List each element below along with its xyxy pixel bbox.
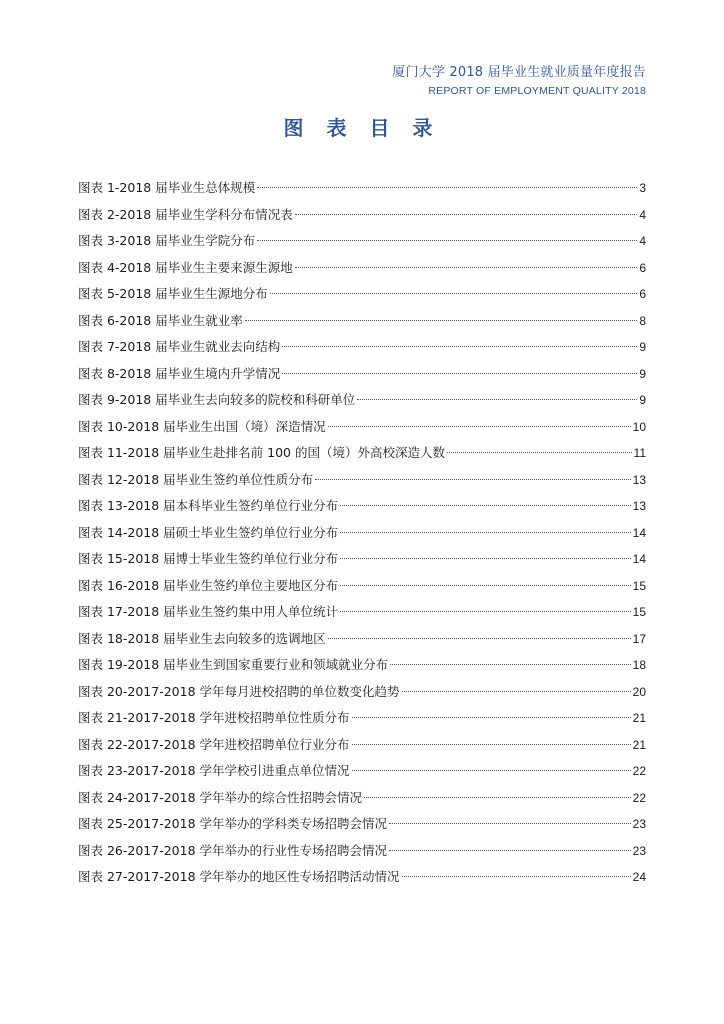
- toc-entry-label: 图表 23-2017-2018 学年学校引进重点单位情况: [78, 763, 350, 778]
- toc-entry-page-number: 11: [633, 446, 646, 460]
- toc-entry[interactable]: [78, 284, 646, 311]
- toc-entry[interactable]: [78, 417, 646, 444]
- toc-entry-page-number: 21: [632, 737, 646, 752]
- toc-entry-page-number: 23: [632, 817, 646, 831]
- toc-entry-page-number: 9: [639, 366, 646, 381]
- toc-entry-label: 图表 18-2018 届毕业生去向较多的选调地区: [78, 630, 326, 646]
- toc-entry-page-number: 4: [639, 234, 646, 248]
- toc-dot-leader: [295, 214, 638, 215]
- toc-entry-label: 图表 4-2018 届毕业生主要来源生源地: [78, 259, 293, 275]
- toc-dot-leader: [402, 876, 631, 877]
- toc-dot-leader: [282, 346, 637, 347]
- toc-entry-label: 图表 2-2018 届毕业生学科分布情况表: [78, 206, 293, 222]
- toc-entry-label: 图表 10-2018 届毕业生出国（境）深造情况: [78, 418, 326, 434]
- toc-entry-page-number: 6: [639, 260, 646, 275]
- toc-entry-page-number: 13: [632, 472, 646, 487]
- figure-table-of-contents: [78, 178, 646, 894]
- toc-dot-leader: [352, 770, 631, 771]
- toc-entry[interactable]: [78, 655, 646, 682]
- toc-entry[interactable]: [78, 390, 646, 417]
- toc-dot-leader: [295, 267, 638, 268]
- toc-entry-label: 图表 6-2018 届毕业生就业率: [78, 312, 243, 328]
- toc-entry[interactable]: [78, 258, 646, 285]
- toc-entry-label: 图表 19-2018 届毕业生到国家重要行业和领域就业分布: [78, 657, 389, 672]
- toc-dot-leader: [315, 479, 630, 480]
- toc-dot-leader: [352, 717, 631, 718]
- toc-dot-leader: [357, 399, 637, 400]
- toc-entry-page-number: 24: [632, 870, 646, 884]
- toc-dot-leader: [364, 797, 631, 798]
- toc-entry[interactable]: [78, 205, 646, 232]
- toc-entry[interactable]: [78, 549, 646, 576]
- toc-entry-label: 图表 16-2018 届毕业生签约单位主要地区分布: [78, 577, 339, 593]
- toc-entry-label: 图表 13-2018 届本科毕业生签约单位行业分布: [78, 498, 339, 513]
- toc-entry-label: 图表 15-2018 届博士毕业生签约单位行业分布: [78, 551, 339, 566]
- toc-entry-page-number: 14: [632, 525, 646, 540]
- toc-dot-leader: [340, 585, 630, 586]
- toc-entry-page-number: 18: [632, 658, 646, 672]
- toc-entry-page-number: 8: [639, 313, 646, 328]
- toc-dot-leader: [402, 691, 631, 692]
- toc-entry-label: 图表 24-2017-2018 学年举办的综合性招聘会情况: [78, 789, 362, 805]
- toc-entry[interactable]: [78, 761, 646, 788]
- page-title: 图 表 目 录: [283, 116, 441, 140]
- toc-entry[interactable]: [78, 814, 646, 841]
- toc-entry[interactable]: [78, 867, 646, 894]
- toc-entry-label: 图表 8-2018 届毕业生境内升学情况: [78, 365, 281, 381]
- toc-dot-leader: [328, 426, 631, 427]
- toc-entry-label: 图表 14-2018 届硕士毕业生签约单位行业分布: [78, 524, 339, 540]
- toc-entry-page-number: 21: [632, 711, 646, 725]
- report-header: [392, 64, 646, 98]
- report-header-title: 厦门大学 2018 届毕业生就业质量年度报告: [392, 65, 646, 80]
- toc-entry-label: 图表 1-2018 届毕业生总体规模: [78, 180, 256, 195]
- toc-dot-leader: [328, 638, 631, 639]
- toc-dot-leader: [257, 187, 637, 188]
- toc-entry-label: 图表 26-2017-2018 学年举办的行业性专场招聘会情况: [78, 842, 387, 858]
- toc-entry-page-number: 23: [632, 843, 646, 858]
- toc-dot-leader: [340, 611, 630, 612]
- toc-entry-page-number: 14: [632, 552, 646, 566]
- toc-entry-label: 图表 25-2017-2018 学年举办的学科类专场招聘会情况: [78, 816, 387, 831]
- toc-entry[interactable]: [78, 735, 646, 762]
- toc-dot-leader: [340, 558, 630, 559]
- toc-dot-leader: [390, 664, 630, 665]
- toc-dot-leader: [389, 850, 631, 851]
- toc-entry[interactable]: [78, 841, 646, 868]
- toc-entry[interactable]: [78, 470, 646, 497]
- toc-entry[interactable]: [78, 311, 646, 338]
- toc-entry-page-number: 9: [639, 393, 646, 407]
- toc-dot-leader: [340, 505, 630, 506]
- toc-entry[interactable]: [78, 178, 646, 205]
- toc-dot-leader: [270, 293, 638, 294]
- toc-entry-page-number: 6: [639, 287, 646, 301]
- toc-dot-leader: [352, 744, 631, 745]
- toc-entry[interactable]: [78, 443, 646, 470]
- toc-entry[interactable]: [78, 337, 646, 364]
- toc-entry[interactable]: [78, 788, 646, 815]
- toc-entry-label: 图表 27-2017-2018 学年举办的地区性专场招聘活动情况: [78, 869, 400, 884]
- toc-entry-label: 图表 5-2018 届毕业生生源地分布: [78, 286, 268, 301]
- toc-entry-label: 图表 11-2018 届毕业生赴排名前 100 的国（境）外高校深造人数: [78, 445, 445, 460]
- toc-entry-label: 图表 20-2017-2018 学年每月进校招聘的单位数变化趋势: [78, 683, 400, 699]
- toc-entry-page-number: 15: [632, 605, 646, 619]
- toc-entry-label: 图表 21-2017-2018 学年进校招聘单位性质分布: [78, 710, 350, 725]
- toc-entry[interactable]: [78, 576, 646, 603]
- report-header-subtitle: REPORT OF EMPLOYMENT QUALITY 2018: [428, 85, 646, 97]
- toc-entry-page-number: 22: [632, 790, 646, 805]
- toc-entry-label: 图表 7-2018 届毕业生就业去向结构: [78, 339, 281, 354]
- toc-entry-page-number: 13: [632, 499, 646, 513]
- toc-dot-leader: [282, 373, 637, 374]
- toc-entry-label: 图表 12-2018 届毕业生签约单位性质分布: [78, 471, 314, 487]
- toc-dot-leader: [447, 452, 632, 453]
- toc-entry[interactable]: [78, 629, 646, 656]
- toc-dot-leader: [257, 240, 637, 241]
- toc-entry[interactable]: [78, 364, 646, 391]
- toc-entry[interactable]: [78, 682, 646, 709]
- toc-entry-label: 图表 22-2017-2018 学年进校招聘单位行业分布: [78, 736, 350, 752]
- toc-entry-label: 图表 9-2018 届毕业生去向较多的院校和科研单位: [78, 392, 356, 407]
- toc-entry-page-number: 9: [639, 340, 646, 354]
- toc-entry-label: 图表 3-2018 届毕业生学院分布: [78, 233, 256, 248]
- toc-entry-page-number: 3: [639, 181, 646, 195]
- toc-entry[interactable]: [78, 708, 646, 735]
- toc-entry-page-number: 22: [632, 764, 646, 778]
- toc-entry-page-number: 15: [632, 578, 646, 593]
- toc-dot-leader: [245, 320, 638, 321]
- toc-entry[interactable]: [78, 231, 646, 258]
- toc-entry[interactable]: [78, 602, 646, 629]
- toc-entry-label: 图表 17-2018 届毕业生签约集中用人单位统计: [78, 604, 339, 619]
- toc-entry-page-number: 10: [632, 419, 646, 434]
- toc-dot-leader: [389, 823, 631, 824]
- toc-entry[interactable]: [78, 523, 646, 550]
- toc-dot-leader: [340, 532, 630, 533]
- toc-entry[interactable]: [78, 496, 646, 523]
- toc-entry-page-number: 20: [632, 684, 646, 699]
- toc-entry-page-number: 17: [632, 631, 646, 646]
- toc-entry-page-number: 4: [639, 207, 646, 222]
